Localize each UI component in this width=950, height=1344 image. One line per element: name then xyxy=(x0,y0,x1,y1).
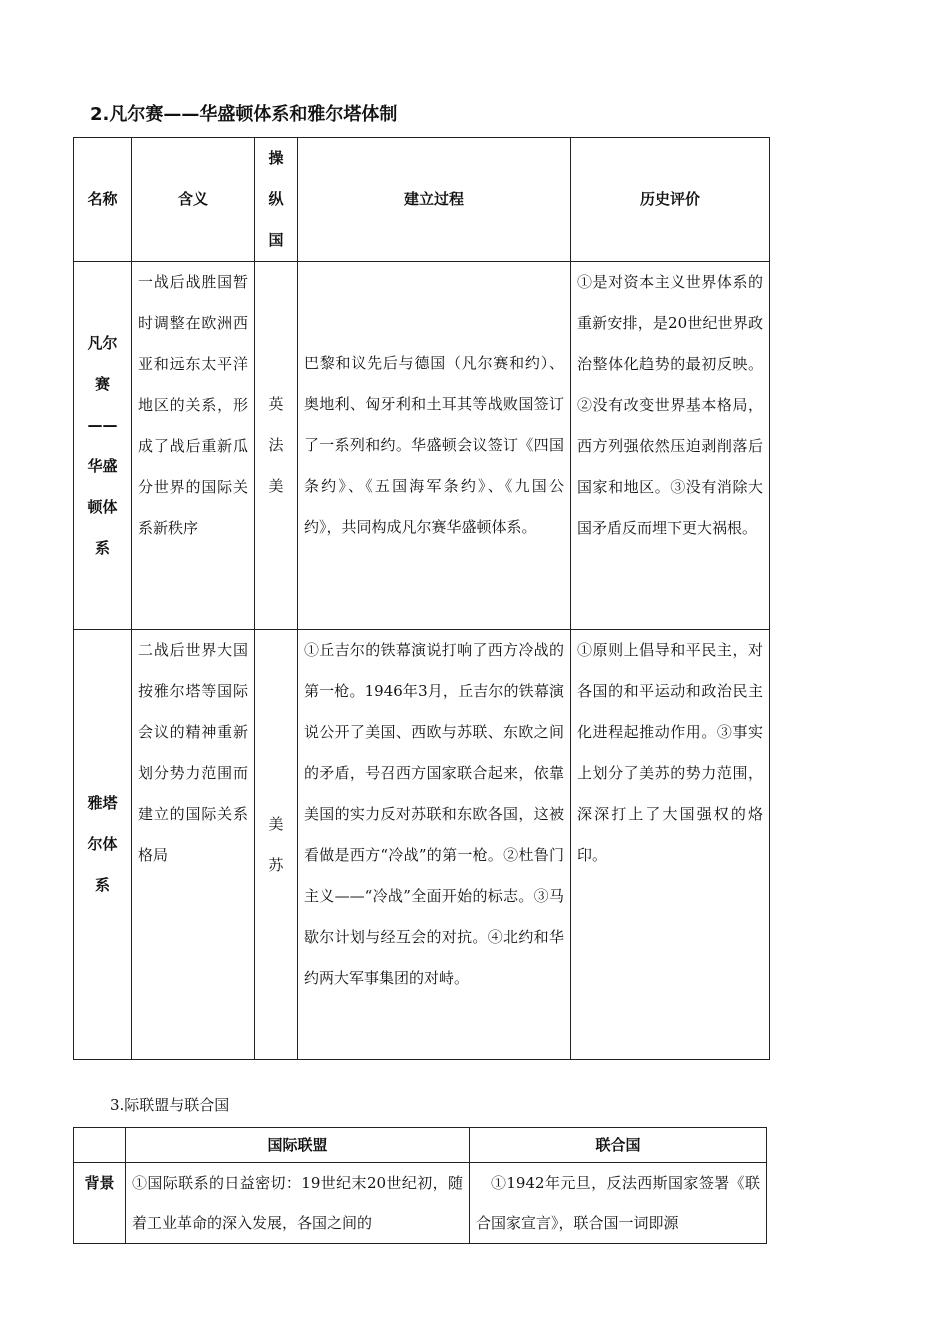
header-controller: 操纵国 xyxy=(255,138,298,262)
row-process: 巴黎和议先后与德国（凡尔赛和约）、奥地利、匈牙利和土耳其等战败国签订了一系列和约。华盛顿会议签订《四国条约》、《五国海军条约》、《九国公约》，共同构成凡尔赛华盛顿体系。 xyxy=(298,262,571,630)
section-2-title: 2.凡尔赛——华盛顿体系和雅尔塔体制 xyxy=(90,104,398,125)
header-process: 建立过程 xyxy=(298,138,571,262)
header-evaluation: 历史评价 xyxy=(571,138,770,262)
row-name: 凡尔赛——华盛顿体系 xyxy=(74,262,132,630)
table-row xyxy=(74,1163,767,1244)
row-league: ①国际联系的日益密切：19世纪末20世纪初，随着工业革命的深入发展，各国之间的 xyxy=(126,1163,470,1244)
row-meaning: 二战后世界大国按雅尔塔等国际会议的精神重新划分势力范围而建立的国际关系格局 xyxy=(132,630,255,1060)
header-name: 名称 xyxy=(74,138,132,262)
row-evaluation: ①原则上倡导和平民主，对各国的和平运动和政治民主化进程起推动作用。③事实上划分了美苏的势力范围，深深打上了大国强权的烙印。 xyxy=(571,630,770,1060)
table-header-row xyxy=(74,138,770,262)
row-process: ①丘吉尔的铁幕演说打响了西方冷战的第一枪。1946年3月，丘吉尔的铁幕演说公开了美国、西欧与苏联、东欧之间的矛盾，号召西方国家联合起来，依靠美国的实力反对苏联和东欧各国，这被看做是西方“冷战”的第一枪。②杜鲁门主义——“冷战”全面开始的标志。③马歇尔计划与经互会的对抗。④北约和华约两大军事集团的对峙。 xyxy=(298,630,571,1060)
row-label: 背景 xyxy=(74,1163,126,1244)
row-evaluation: ①是对资本主义世界体系的重新安排，是20世纪世界政治整体化趋势的最初反映。②没有改变世界基本格局，西方列强依然压迫剥削落后国家和地区。③没有消除大国矛盾反而埋下更大祸根。 xyxy=(571,262,770,630)
table-header-row xyxy=(74,1128,767,1163)
header-un: 联合国 xyxy=(470,1128,767,1163)
table-row xyxy=(74,630,770,1060)
section-3-title: 3.际联盟与联合国 xyxy=(110,1096,230,1114)
row-un: ①1942年元旦，反法西斯国家签署《联合国家宣言》，联合国一词即源 xyxy=(470,1163,767,1244)
league-un-table xyxy=(73,1127,767,1244)
header-meaning: 含义 xyxy=(132,138,255,262)
versailles-yalta-table xyxy=(73,137,770,1060)
header-league: 国际联盟 xyxy=(126,1128,470,1163)
row-name: 雅塔尔体系 xyxy=(74,630,132,1060)
row-meaning: 一战后战胜国暂时调整在欧洲西亚和远东太平洋地区的关系，形成了战后重新瓜分世界的国际关系新秩序 xyxy=(132,262,255,630)
header-blank xyxy=(74,1128,126,1163)
row-controller: 美苏 xyxy=(255,630,298,1060)
row-controller: 英法美 xyxy=(255,262,298,630)
table-row xyxy=(74,262,770,630)
